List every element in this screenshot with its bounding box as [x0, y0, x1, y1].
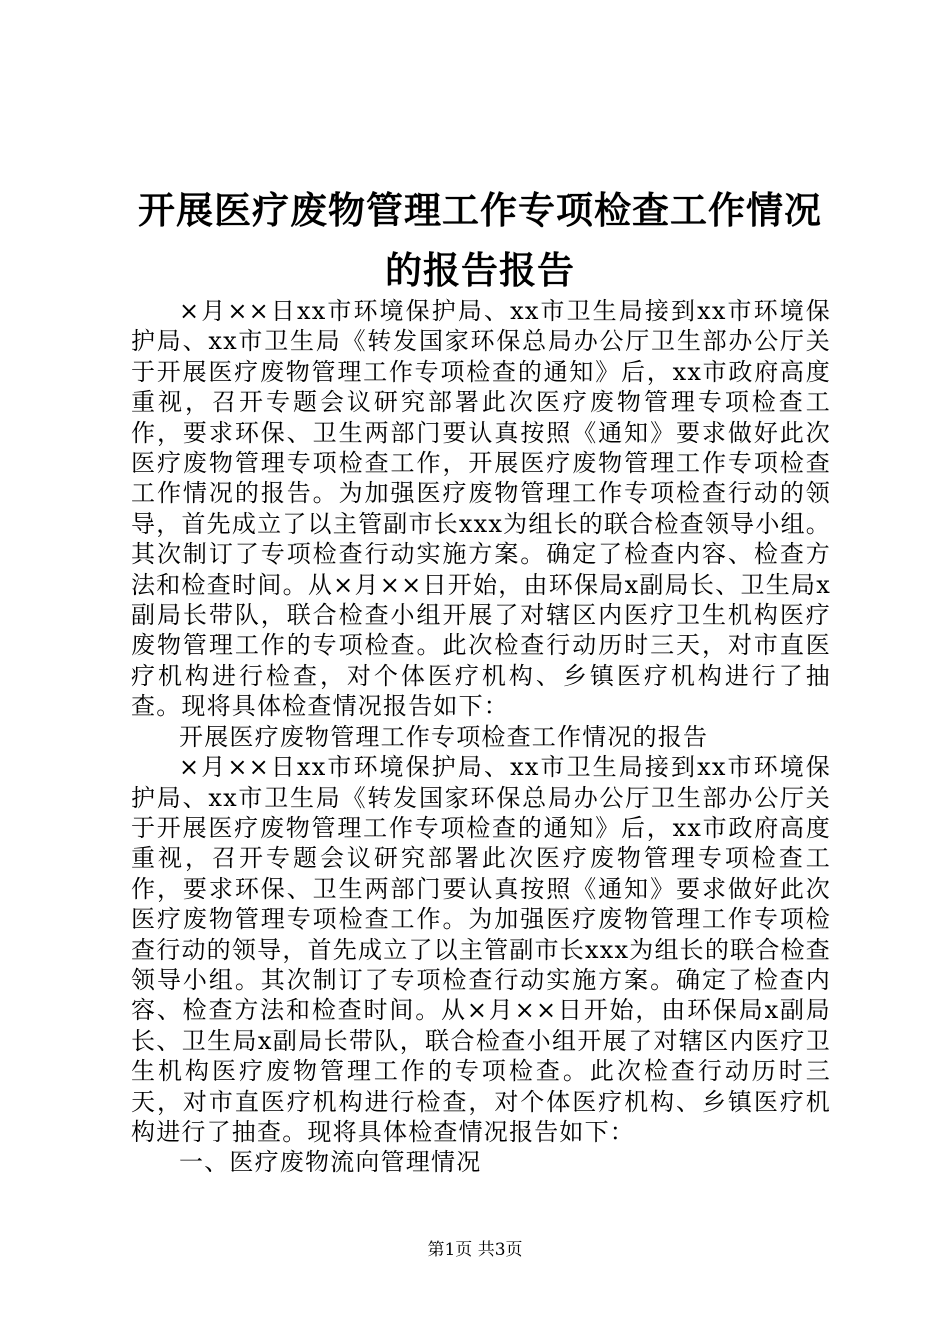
paragraph-subtitle: 开展医疗废物管理工作专项检查工作情况的报告 — [179, 722, 709, 751]
document-title: 开展医疗废物管理工作专项检查工作情况的报告报告 — [138, 188, 822, 292]
paragraph-intro: ×月××日xx市环境保护局、xx市卫生局接到xx市环境保护局、xx市卫生局《转发国家环保总局办公厅卫生部办公厅关于开展医疗废物管理工作专项检查的通知》后，xx市政府高度重视，召开专题会议研究部署此次医疗废物管理专项检查工作，要求环保、卫生两部门要认真按照《通知》要求做好此次医疗废物管理专项检查工作，开展医疗废物管理工作专项检查工作情况的报告。为加强医疗废物管理工作专项检查行动的领导，首先成立了以主管副市长xxx为组长的联合检查领导小组。其次制订了专项检查行动实施方案。确定了检查内容、检查方法和检查时间。从×月××日开始，由环保局x副局长、卫生局x副局长带队，联合检查小组开展了对辖区内医疗卫生机构医疗废物管理工作的专项检查。此次检查行动历时三天，对市直医疗机构进行检查，对个体医疗机构、乡镇医疗机构进行了抽查。现将具体检查情况报告如下： — [131, 297, 831, 721]
document-body — [131, 296, 831, 1178]
paragraph-repeat: ×月××日xx市环境保护局、xx市卫生局接到xx市环境保护局、xx市卫生局《转发国家环保总局办公厅卫生部办公厅关于开展医疗废物管理工作专项检查的通知》后，xx市政府高度重视，召开专题会议研究部署此次医疗废物管理专项检查工作，要求环保、卫生两部门要认真按照《通知》要求做好此次医疗废物管理专项检查工作。为加强医疗废物管理工作专项检查行动的领导，首先成立了以主管副市长xxx为组长的联合检查领导小组。其次制订了专项检查行动实施方案。确定了检查内容、检查方法和检查时间。从×月××日开始，由环保局x副局长、卫生局x副局长带队，联合检查小组开展了对辖区内医疗卫生机构医疗废物管理工作的专项检查。此次检查行动历时三天，对市直医疗机构进行检查，对个体医疗机构、乡镇医疗机构进行了抽查。现将具体检查情况报告如下： — [131, 753, 831, 1146]
section-heading: 一、医疗废物流向管理情况 — [179, 1148, 482, 1177]
page-footer: 第1页 共3页 — [427, 1240, 523, 1260]
